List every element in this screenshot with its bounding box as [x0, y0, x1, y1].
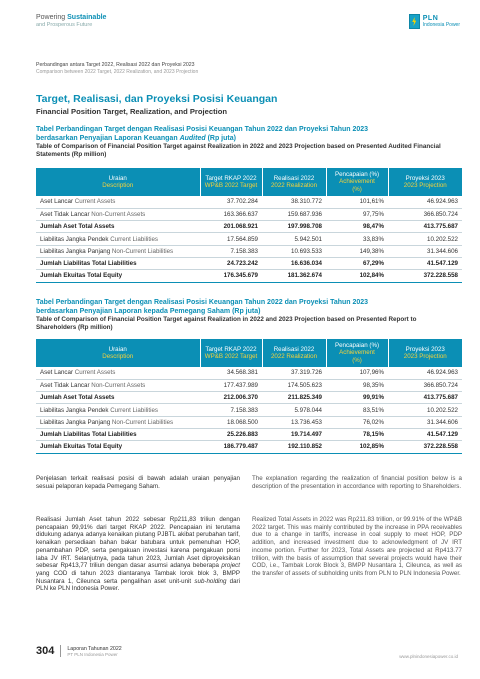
page-number: 304	[36, 645, 61, 657]
paragraph-2-en: Realized Total Assets in 2022 was Rp211.83 trillion, or 99.91% of the WP&B 2022 target. This was mainly contributed by the increase in PPA receivables due to a change in tariffs, increase in coal supply to meet HOP, PDP addition, and increased investment due to acknowledgment of JV IRT income portion. Further for 2023, Total Assets are projected at Rp413.77 trillion, with the basis of assumption that several projects would have their COD, i.e., Tambak Lorok Block 3, BMPP Nusantara 1, Cileunca, as well as the transfer of assets of subholding units from PLN to PLN Indonesia Power.	[252, 516, 462, 577]
cell-realization: 19.714.497	[262, 428, 326, 440]
cell-achievement: 33,83%	[326, 233, 388, 245]
table-row	[36, 428, 462, 440]
row-description: Jumlah Ekuitas Total Equity	[36, 441, 200, 453]
cell-target: 17.564.859	[200, 233, 262, 245]
brand-bold: Sustainable	[67, 14, 107, 21]
logo-subtitle: Indonesia Power	[422, 22, 460, 28]
table-row	[36, 233, 462, 245]
breadcrumb-id: Perbandingan antara Target 2022, Realisasi 2022 dan Proyeksi 2023	[36, 62, 195, 68]
row-description: Aset Lancar Current Assets	[36, 196, 200, 208]
cell-target: 18.068.500	[200, 416, 262, 428]
col-achievement: Pencapaian (%) Achievement (%)	[326, 339, 388, 367]
row-description: Jumlah Liabilitas Total Liabilities	[36, 428, 200, 440]
cell-projection: 366.850.724	[388, 379, 462, 391]
table2-caption-id: Tabel Perbandingan Target dengan Realisasi Posisi Keuangan Tahun 2022 dan Proyeksi Tahun 2023 berdasarkan Penyajian Laporan kepada Pemegang Saham (Rp juta)	[36, 299, 369, 315]
cell-projection: 10.202.522	[388, 404, 462, 416]
col-realization: Realisasi 2022 2022 Realization	[262, 168, 326, 196]
row-description: Liabilitas Jangka Pendek Current Liabilities	[36, 404, 200, 416]
cell-projection: 372.228.558	[388, 270, 462, 282]
cell-achievement: 107,96%	[326, 367, 388, 379]
row-description: Liabilitas Jangka Panjang Non-Current Liabilities	[36, 416, 200, 428]
table-shareholders	[36, 339, 462, 454]
paragraph-2-id: Realisasi Jumlah Aset tahun 2022 sebesar Rp211,83 triliun dengan pencapaian 99,91% dari target RKAP 2022. Pencapaian ini terutama didukung adanya adanya kenaikan piutang PJBTL akibat perubahan tarif, kenaikan persediaan bahan bakar batubara untuk pemenuhan HOP, penambahan PDP, serta pengakuan investasi karena pengakuan porsi laba JV IRT. Selanjutnya, pada tahun 2023, Jumlah Aset diproyeksikan sebesar Rp413,77 triliun dengan dasar asumsi adanya beberapa project yang COD di tahun 2023 diantaranya Tambak lorok blok 3, BMPP Nusantara 1, Cileunca serta pengalihan aset unit-unit sub-holding dari PLN ke PLN Indonesia Power.	[36, 516, 240, 593]
breadcrumb	[36, 62, 198, 75]
cell-projection: 46.924.963	[388, 196, 462, 208]
cell-target: 212.006.370	[200, 392, 262, 404]
col-description: Uraian Description	[36, 339, 200, 367]
page-subtitle: Financial Position Target, Realization, and Projection	[36, 107, 227, 116]
cell-projection: 413.775.687	[388, 221, 462, 233]
brand-prefix: Powering	[36, 14, 66, 21]
pln-logo-icon	[409, 14, 420, 29]
cell-realization: 197.998.708	[262, 221, 326, 233]
table-row	[36, 221, 462, 233]
col-projection: Proyeksi 2023 2023 Projection	[388, 168, 462, 196]
brand-line2: and Prosperous Future	[36, 22, 93, 28]
cell-target: 176.345.679	[200, 270, 262, 282]
logo-name: PLN	[422, 15, 439, 22]
cell-target: 163.366.637	[200, 208, 262, 220]
section-title	[36, 93, 277, 116]
table1-caption	[36, 125, 456, 158]
cell-achievement: 102,84%	[326, 270, 388, 282]
brand-tagline	[36, 14, 106, 28]
cell-realization: 181.362.674	[262, 270, 326, 282]
company-logo	[409, 14, 460, 29]
cell-realization: 159.687.936	[262, 208, 326, 220]
cell-target: 34.568.381	[200, 367, 262, 379]
table-row	[36, 416, 462, 428]
table1-caption-en: Table of Comparison of Financial Position Target against Realization in 2022 and 2023 Projection based on Presented Audited Financial Statements (Rp million)	[36, 143, 441, 158]
cell-achievement: 67,29%	[326, 257, 388, 269]
cell-achievement: 76,02%	[326, 416, 388, 428]
paragraph-1-id: Penjelasan terkait realisasi posisi di bawah adalah uraian penyajian sesuai pelaporan kepada Pemegang Saham.	[36, 475, 240, 490]
cell-target: 7.158.383	[200, 404, 262, 416]
cell-achievement: 98,35%	[326, 379, 388, 391]
cell-realization: 192.110.852	[262, 441, 326, 453]
paragraph-1-en: The explanation regarding the realization of financial position below is a description of the presentation in accordance with reporting to Shareholders.	[252, 475, 462, 490]
table-row	[36, 257, 462, 269]
table-row	[36, 208, 462, 220]
col-projection: Proyeksi 2023 2023 Projection	[388, 339, 462, 367]
table1-caption-id: Tabel Perbandingan Target dengan Realisasi Posisi Keuangan Tahun 2022 dan Proyeksi Tahun 2023 berdasarkan Penyajian Laporan Keuangan Audited (Rp juta)	[36, 126, 369, 142]
cell-realization: 5.942.501	[262, 233, 326, 245]
col-target: Target RKAP 2022 WP&B 2022 Target	[200, 168, 262, 196]
cell-projection: 413.775.687	[388, 392, 462, 404]
cell-target: 177.437.989	[200, 379, 262, 391]
cell-projection: 41.547.129	[388, 257, 462, 269]
cell-projection: 31.344.606	[388, 416, 462, 428]
cell-target: 186.779.487	[200, 441, 262, 453]
row-description: Aset Tidak Lancar Non-Current Assets	[36, 379, 200, 391]
table-row	[36, 270, 462, 282]
row-description: Aset Tidak Lancar Non-Current Assets	[36, 208, 200, 220]
row-description: Liabilitas Jangka Pendek Current Liabilities	[36, 233, 200, 245]
cell-achievement: 78,15%	[326, 428, 388, 440]
table-row	[36, 245, 462, 257]
table-row	[36, 367, 462, 379]
col-target: Target RKAP 2022 WP&B 2022 Target	[200, 339, 262, 367]
cell-projection: 31.344.606	[388, 245, 462, 257]
cell-projection: 366.850.724	[388, 208, 462, 220]
cell-target: 37.702.284	[200, 196, 262, 208]
row-description: Aset Lancar Current Assets	[36, 367, 200, 379]
cell-target: 24.723.242	[200, 257, 262, 269]
cell-achievement: 83,51%	[326, 404, 388, 416]
cell-target: 25.226.883	[200, 428, 262, 440]
table-row	[36, 441, 462, 453]
cell-realization: 13.736.453	[262, 416, 326, 428]
col-achievement: Pencapaian (%) Achievement (%)	[326, 168, 388, 196]
cell-achievement: 101,61%	[326, 196, 388, 208]
table-row	[36, 379, 462, 391]
cell-realization: 38.310.772	[262, 196, 326, 208]
table-row	[36, 196, 462, 208]
page-title: Target, Realisasi, dan Proyeksi Posisi Keuangan	[36, 93, 278, 105]
page-footer	[36, 645, 122, 657]
cell-achievement: 99,91%	[326, 392, 388, 404]
row-description: Jumlah Aset Total Assets	[36, 221, 200, 233]
footer-report-title: Laporan Tahunan 2022	[67, 645, 122, 652]
cell-realization: 10.693.533	[262, 245, 326, 257]
cell-realization: 174.505.623	[262, 379, 326, 391]
cell-realization: 5.978.044	[262, 404, 326, 416]
table2-caption-en: Table of Comparison of Financial Position Target against Realization in 2022 and 2023 Projection based on Presented Report to Shareholders (Rp million)	[36, 316, 417, 331]
cell-projection: 46.924.963	[388, 367, 462, 379]
table-row	[36, 404, 462, 416]
cell-projection: 372.228.558	[388, 441, 462, 453]
col-realization: Realisasi 2022 2022 Realization	[262, 339, 326, 367]
breadcrumb-en: Comparison between 2022 Target, 2022 Realization, and 2023 Projection	[36, 69, 199, 75]
cell-achievement: 97,75%	[326, 208, 388, 220]
cell-realization: 16.636.034	[262, 257, 326, 269]
cell-target: 201.068.921	[200, 221, 262, 233]
cell-projection: 41.547.129	[388, 428, 462, 440]
cell-achievement: 102,85%	[326, 441, 388, 453]
table2-caption	[36, 298, 456, 331]
table-row	[36, 392, 462, 404]
footer-company: PT PLN Indonesia Power	[67, 651, 118, 657]
cell-achievement: 98,47%	[326, 221, 388, 233]
cell-realization: 211.825.349	[262, 392, 326, 404]
cell-target: 7.158.383	[200, 245, 262, 257]
cell-realization: 37.319.726	[262, 367, 326, 379]
cell-projection: 10.202.522	[388, 233, 462, 245]
row-description: Jumlah Ekuitas Total Equity	[36, 270, 200, 282]
row-description: Jumlah Liabilitas Total Liabilities	[36, 257, 200, 269]
row-description: Liabilitas Jangka Panjang Non-Current Liabilities	[36, 245, 200, 257]
row-description: Jumlah Aset Total Assets	[36, 392, 200, 404]
table-audited	[36, 168, 462, 283]
cell-achievement: 149,38%	[326, 245, 388, 257]
footer-url: www.plnindonesiapower.co.id	[399, 654, 458, 659]
col-description: Uraian Description	[36, 168, 200, 196]
